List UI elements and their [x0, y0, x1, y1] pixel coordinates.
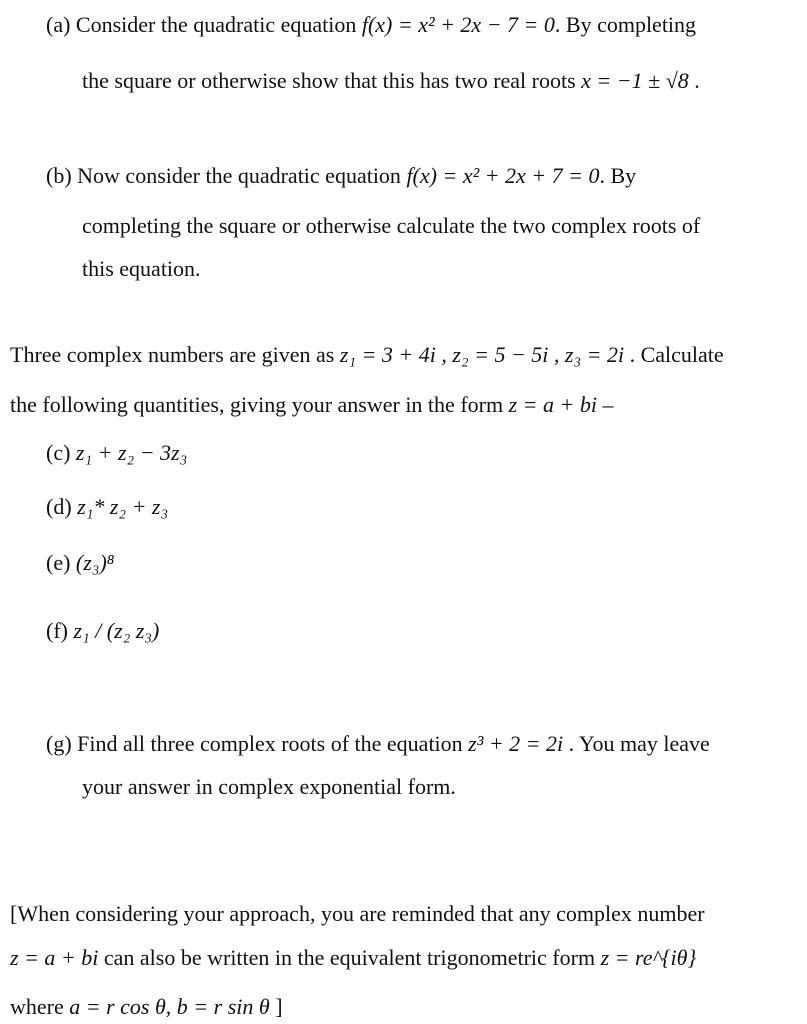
intro-numbers: z₁ = 3 + 4i , z₂ = 5 − 5i , z₃ = 2i: [339, 342, 625, 367]
part-a-equation: f(x) = x² + 2x − 7 = 0: [361, 12, 555, 37]
note-line-3: [10, 996, 283, 1018]
part-d-label: (d): [46, 494, 72, 519]
part-b-line-2: completing the square or otherwise calculate the two complex roots of: [82, 213, 701, 238]
part-a-roots: x = −1 ± √8: [581, 68, 689, 93]
part-c-expr: z₁ + z₂ − 3z₃: [75, 440, 188, 465]
part-c: [46, 442, 187, 464]
part-g-line-2: your answer in complex exponential form.: [82, 774, 456, 799]
part-f-label: (f): [46, 618, 68, 643]
part-b-equation: f(x) = x² + 2x + 7 = 0: [406, 163, 600, 188]
intro-dash: –: [602, 392, 614, 417]
note-line-1: [When considering your approach, you are reminded that any complex number: [10, 901, 705, 926]
intro-line-1: [10, 344, 724, 366]
note-where: where: [10, 994, 64, 1019]
part-g-equation: z³ + 2 = 2i: [468, 731, 564, 756]
part-g-text: Find all three complex roots of the equation: [77, 731, 463, 756]
part-a-text: Consider the quadratic equation: [75, 12, 357, 37]
intro-text-2: the following quantities, giving your answer in the form: [10, 392, 504, 417]
part-f-expr: z₁ / (z₂ z₃): [73, 618, 160, 643]
part-b-label: (b): [46, 163, 72, 188]
part-a-label: (a): [46, 12, 71, 37]
part-g-line-1: [46, 733, 710, 755]
note-line-2: [10, 947, 696, 969]
part-b-line-1: [46, 165, 636, 187]
part-g-text-end: . You may leave: [568, 731, 710, 756]
part-b-line-3: this equation.: [82, 256, 201, 281]
note-close-bracket: ]: [275, 994, 283, 1019]
note-z-form: z = a + bi: [10, 945, 99, 970]
part-c-label: (c): [46, 440, 71, 465]
note-relations: a = r cos θ, b = r sin θ: [69, 994, 270, 1019]
part-e-label: (e): [46, 550, 71, 575]
part-a-period: .: [694, 68, 700, 93]
intro-text: Three complex numbers are given as: [10, 342, 335, 367]
part-f: [46, 620, 159, 642]
part-a-line-2: [82, 70, 700, 92]
intro-form: z = a + bi: [508, 392, 597, 417]
part-a-line-1: [46, 14, 696, 36]
note-polar-form: z = re^{iθ}: [600, 945, 697, 970]
part-b-text: Now consider the quadratic equation: [77, 163, 401, 188]
part-d: [46, 496, 168, 518]
part-g-label: (g): [46, 731, 72, 756]
part-b-text-end: . By: [599, 163, 637, 188]
part-e-expr: (z₃)⁸: [75, 550, 115, 575]
part-a-text-end: . By completing: [554, 12, 697, 37]
intro-line-2: [10, 394, 613, 416]
note-text: can also be written in the equivalent trigonometric form: [103, 945, 596, 970]
part-a-text-2: the square or otherwise show that this has two real roots: [82, 68, 576, 93]
part-e: [46, 552, 114, 574]
intro-calculate: . Calculate: [629, 342, 724, 367]
part-d-expr: z₁* z₂ + z₃: [77, 494, 169, 519]
